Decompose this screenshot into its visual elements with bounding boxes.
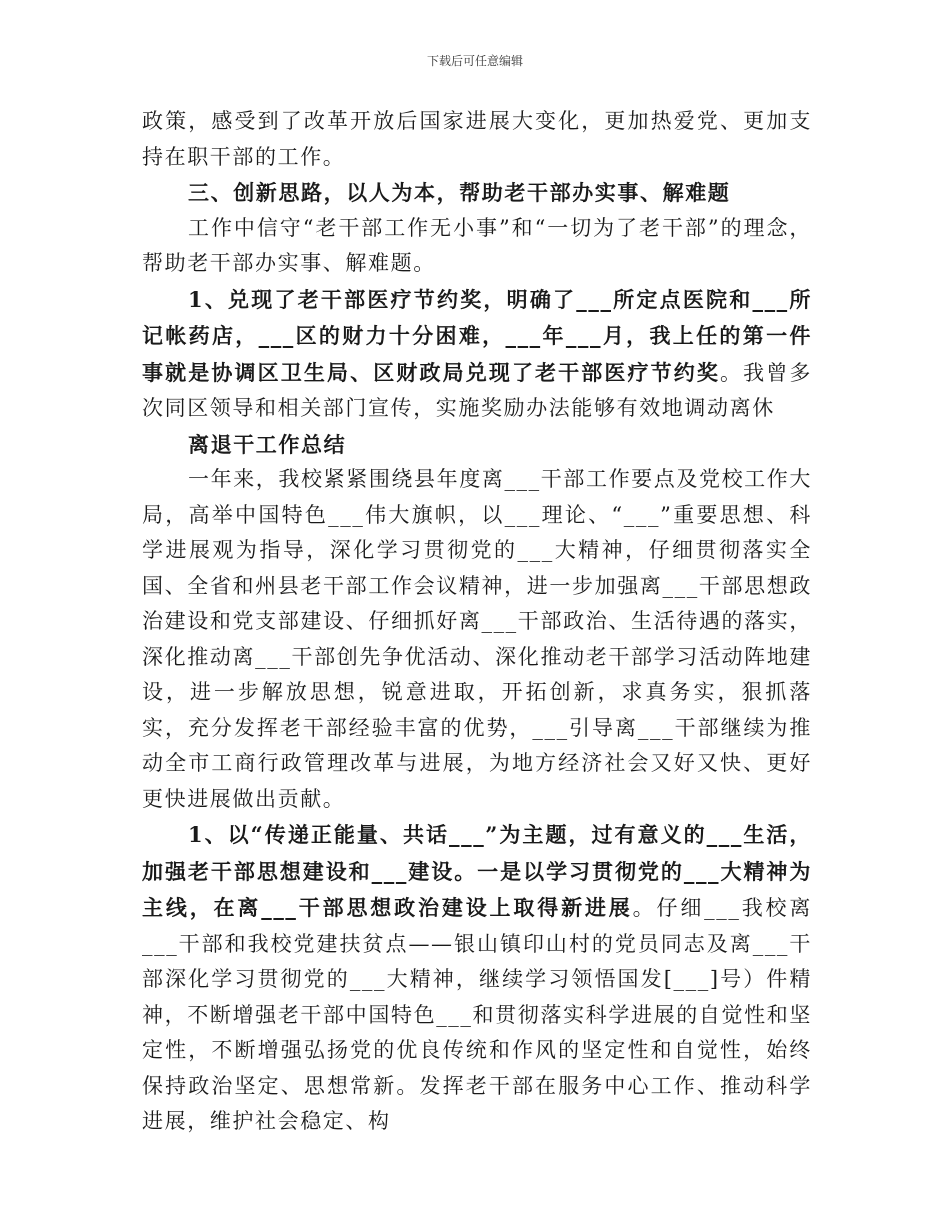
bold-text-segment: 1、以“传递正能量、共话___”为主题，过有意义的___生活，加强老干部思想建设和___建设。一是以学习贯彻党的___大精神为主线，在离___干部思想政治建设上取得新进展 (142, 822, 812, 920)
text-segment: 工作中信守“老干部工作无小事”和“一切为了老干部”的理念，帮助老干部办实事、解难题。 (142, 215, 812, 275)
heading-text: 离退干工作总结 (188, 431, 347, 457)
document-subtitle (142, 427, 812, 463)
text-segment: 一年来，我校紧紧围绕县年度离___干部工作要点及党校工作大局，高举中国特色___伟大旗帜，以___理论、“___”重要思想、科学进展观为指导，深化学习贯彻党的___大精神，仔细贯彻落实全国、全省和州县老干部工作会议精神，进一步加强离___干部思想政治建设和党支部建设、仔细抓好离___干部政治、生活待遇的落实，深化推动离___干部创先争优活动、深化推动老干部学习活动阵地建设，进一步解放思想，锐意进取，开拓创新，求真务实，狠抓落实，充分发挥老干部经验丰富的优势，___引导离___干部继续为推动全市工商行政管理改革与进展，为地方经济社会又好又快、更好更快进展做出贡献。 (142, 467, 812, 811)
paragraph-ideology (142, 817, 812, 1140)
paragraph-principle (142, 211, 812, 282)
heading-text: 三、创新思路，以人为本，帮助老干部办实事、解难题 (188, 180, 731, 205)
page-header-note: 下载后可任意编辑 (426, 54, 523, 68)
paragraph-summary (142, 462, 812, 817)
paragraph-medical-award (142, 282, 812, 427)
section-heading-3 (142, 175, 812, 211)
text-segment: 。仔细___我校离___干部和我校党建扶贫点——银山镇印山村的党员同志及离___干部深化学习贯彻党的___大精神，继续学习领悟国发[___]号）件精神，不断增强老干部中国特色___和贯彻落实科学进展的自觉性和坚定性，不断增强弘扬党的优良传统和作风的坚定性和自觉性，始终保持政治坚定、思想常新。发挥老干部在服务中心工作、推动科学进展，维护社会稳定、构 (142, 896, 812, 1133)
document-body (142, 104, 812, 1140)
bold-text-segment: 1、兑现了老干部医疗节约奖，明确了___所定点医院和___所记帐药店，___区的财力十分困难，___年___月，我上任的第一件事就是协调区卫生局、区财政局兑现了老干部医疗节约奖 (142, 286, 812, 385)
text-segment: 政策，感受到了改革开放后国家进展大变化，更加热爱党、更加支持在职干部的工作。 (142, 109, 812, 169)
text-segment: 。我曾多次同区领导和相关部门宣传，实施奖励办法能够有效地调动离休 (142, 360, 812, 420)
paragraph-intro (142, 104, 812, 175)
